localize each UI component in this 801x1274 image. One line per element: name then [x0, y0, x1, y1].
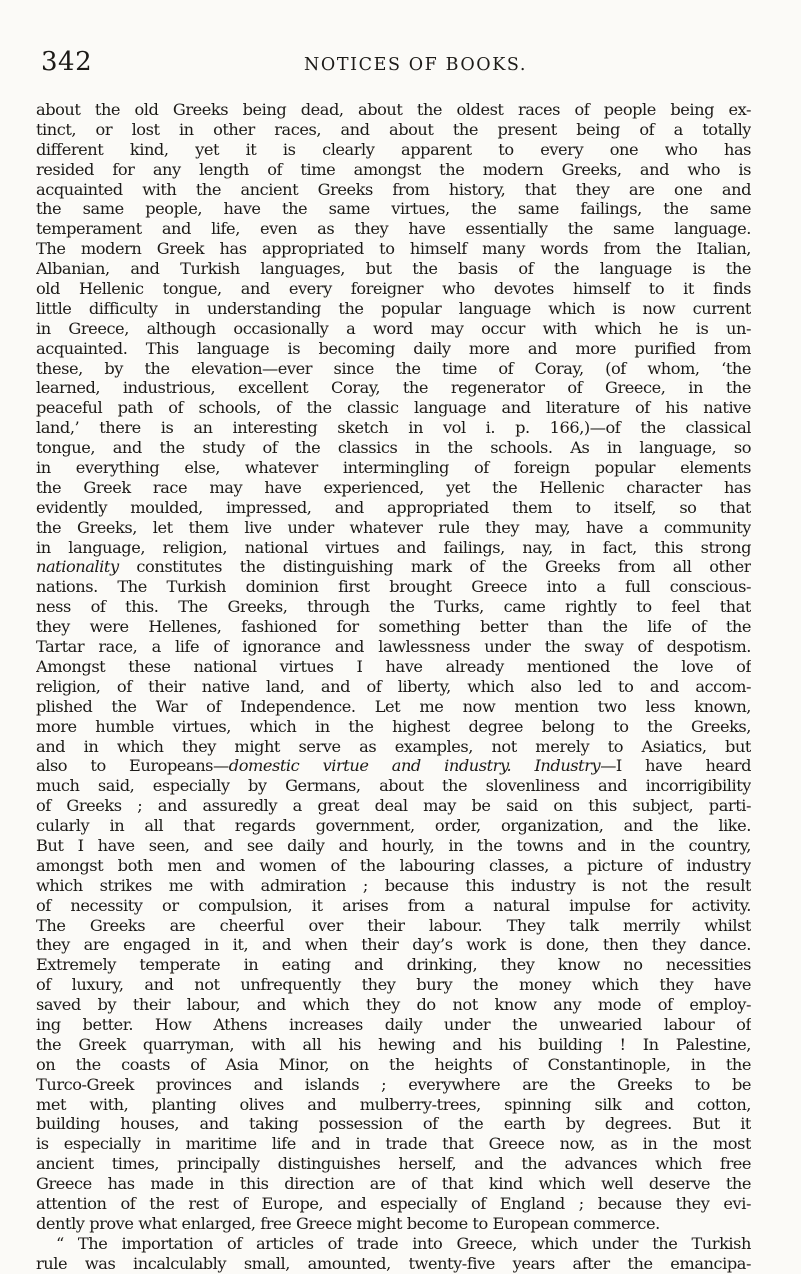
- text-line: Albanian, and Turkish languages, but the basis of the language is the: [36, 259, 751, 279]
- body-text: [36, 100, 751, 1274]
- text-line: rule was incalculably small, amounted, twenty-five years after the emancipa-: [36, 1253, 751, 1273]
- text-line: temperament and life, even as they have essentially the same language.: [36, 219, 751, 239]
- text-line: But I have seen, and see daily and hourly, in the towns and in the country,: [36, 835, 751, 855]
- text-line: which strikes me with admiration ; because this industry is not the result: [36, 875, 751, 895]
- text-line: religion, of their native land, and of liberty, which also led to and accom-: [36, 676, 751, 696]
- text-line: acquainted. This language is becoming daily more and more purified from: [36, 338, 751, 358]
- text-line: nations. The Turkish dominion first brought Greece into a full conscious-: [36, 577, 751, 597]
- text-segment: also to Europeans—: [36, 756, 229, 776]
- text-line: in everything else, whatever intermingling of foreign popular elements: [36, 458, 751, 478]
- text-line: building houses, and taking possession of the earth by degrees. But it: [36, 1114, 751, 1134]
- text-line: tinct, or lost in other races, and about the present being of a totally: [36, 119, 751, 139]
- text-line: the Greeks, let them live under whatever rule they may, have a community: [36, 517, 751, 537]
- text-line: peaceful path of schools, of the classic language and literature of his native: [36, 398, 751, 418]
- text-line: ing better. How Athens increases daily under the unwearied labour of: [36, 1014, 751, 1034]
- text-line: different kind, yet it is clearly apparent to every one who has: [36, 139, 751, 159]
- text-line: The Greeks are cheerful over their labour. They talk merrily whilst: [36, 915, 751, 935]
- text-line: of necessity or compulsion, it arises from a natural impulse for activity.: [36, 895, 751, 915]
- text-line: saved by their labour, and which they do not know any mode of employ-: [36, 995, 751, 1015]
- text-line: these, by the elevation—ever since the time of Coray, (of whom, ‘the: [36, 358, 751, 378]
- text-line: [36, 557, 751, 577]
- text-line: resided for any length of time amongst the modern Greeks, and who is: [36, 159, 751, 179]
- text-line: land,’ there is an interesting sketch in vol i. p. 166,)—of the classical: [36, 418, 751, 438]
- text-line: tongue, and the study of the classics in the schools. As in language, so: [36, 438, 751, 458]
- text-line: Greece has made in this direction are of that kind which well deserve the: [36, 1174, 751, 1194]
- text-line: about the old Greeks being dead, about the oldest races of people being ex-: [36, 100, 751, 119]
- text-line: in language, religion, national virtues and failings, nay, in fact, this strong: [36, 537, 751, 557]
- text-line: Turco-Greek provinces and islands ; everywhere are the Greeks to be: [36, 1074, 751, 1094]
- text-line: ness of this. The Greeks, through the Turks, came rightly to feel that: [36, 597, 751, 617]
- text-line: the Greek race may have experienced, yet the Hellenic character has: [36, 477, 751, 497]
- text-line: evidently moulded, impressed, and appropriated them to itself, so that: [36, 497, 751, 517]
- text-line: old Hellenic tongue, and every foreigner who devotes himself to it finds: [36, 279, 751, 299]
- text-line: of luxury, and not unfrequently they bury the money which they have: [36, 975, 751, 995]
- text-segment: constitutes the distinguishing mark of the Greeks from all other: [118, 557, 751, 577]
- text-line: much said, especially by Germans, about the slovenliness and incorrigibility: [36, 776, 751, 796]
- text-line: Amongst these national virtues I have already mentioned the love of: [36, 656, 751, 676]
- text-line: is especially in maritime life and in trade that Greece now, as in the most: [36, 1134, 751, 1154]
- running-head: NOTICES OF BOOKS.: [303, 55, 528, 75]
- text-line: attention of the rest of Europe, and especially of England ; because they evi-: [36, 1193, 751, 1213]
- text-line: they are engaged in it, and when their day’s work is done, then they dance.: [36, 935, 751, 955]
- text-line: amongst both men and women of the labouring classes, a picture of industry: [36, 855, 751, 875]
- text-line: more humble virtues, which in the highest degree belong to the Greeks,: [36, 716, 751, 736]
- text-line: [36, 756, 751, 776]
- text-line: plished the War of Independence. Let me now mention two less known,: [36, 696, 751, 716]
- text-line: met with, planting olives and mulberry-trees, spinning silk and cotton,: [36, 1094, 751, 1114]
- text-line: Tartar race, a life of ignorance and lawlessness under the sway of despotism.: [36, 637, 751, 657]
- text-line: The modern Greek has appropriated to himself many words from the Italian,: [36, 239, 751, 259]
- text-segment: —I have heard: [600, 756, 751, 776]
- text-line: and in which they might serve as examples, not merely to Asiatics, but: [36, 736, 751, 756]
- text-line: dently prove what enlarged, free Greece might become to European commerce.: [36, 1213, 660, 1233]
- text-line: the Greek quarryman, with all his hewing and his building ! In Palestine,: [36, 1034, 751, 1054]
- italic-emphasis: domestic virtue and industry. Industry: [228, 756, 601, 776]
- text-line: in Greece, although occasionally a word may occur with which he is un-: [36, 318, 751, 338]
- text-line: acquainted with the ancient Greeks from history, that they are one and: [36, 179, 751, 199]
- text-line: Extremely temperate in eating and drinking, they know no necessities: [36, 955, 751, 975]
- text-line: of Greeks ; and assuredly a great deal may be said on this subject, parti-: [36, 796, 751, 816]
- text-line: little difficulty in understanding the popular language which is now current: [36, 298, 751, 318]
- text-line: cularly in all that regards government, order, organization, and the like.: [36, 816, 751, 836]
- text-line: they were Hellenes, fashioned for something better than the life of the: [36, 617, 751, 637]
- text-line: ancient times, principally distinguishes herself, and the advances which free: [36, 1154, 751, 1174]
- text-line: the same people, have the same virtues, the same failings, the same: [36, 199, 751, 219]
- text-line: learned, industrious, excellent Coray, the regenerator of Greece, in the: [36, 378, 751, 398]
- text-line: “ The importation of articles of trade into Greece, which under the Turkish: [56, 1233, 751, 1253]
- text-line: on the coasts of Asia Minor, on the heights of Constantinople, in the: [36, 1054, 751, 1074]
- italic-emphasis: nationality: [36, 557, 119, 577]
- page-number: 342: [41, 47, 93, 77]
